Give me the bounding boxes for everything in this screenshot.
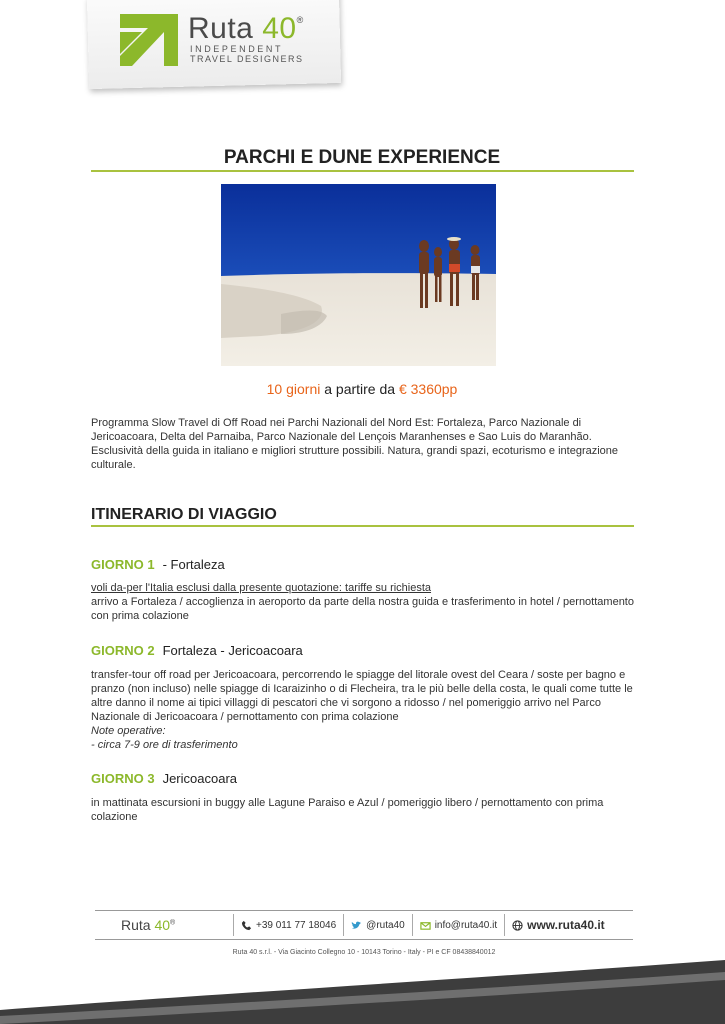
logo-tagline-1: INDEPENDENT	[190, 44, 284, 54]
footer-twitter[interactable]: @ruta40	[344, 920, 412, 931]
footer-email[interactable]: info@ruta40.it	[413, 920, 504, 931]
note-title: Note operative:	[91, 725, 166, 737]
mail-icon	[420, 920, 431, 931]
note-text: - circa 7-9 ore di trasferimento	[91, 739, 238, 751]
day-3-heading: GIORNO 3 Jericoacoara	[91, 771, 238, 786]
footer-rule-bottom	[95, 939, 633, 940]
itinerary-heading: ITINERARIO DI VIAGGIO	[91, 506, 277, 523]
ruta40-logo-mark-icon	[118, 10, 180, 72]
footer-phone[interactable]: +39 011 77 18046	[234, 920, 343, 931]
twitter-icon	[351, 920, 362, 931]
footer-rule-top	[95, 910, 633, 911]
footer-website[interactable]: www.ruta40.it	[505, 918, 612, 932]
footer-brand: Ruta 40®	[121, 917, 176, 933]
price-line: 10 giorni a partire da € 3360pp	[266, 381, 458, 397]
day-1-body: voli da-per l'Italia esclusi dalla presente quotazione: tariffe su richiesta arrivo a Fortaleza / accoglienza in aeroporto da parte della nostra guida e trasferimento in hotel / pernottamento con prima colazione	[91, 582, 634, 622]
intro-paragraph: Programma Slow Travel di Off Road nei Parchi Nazionali del Nord Est: Fortaleza, Parco Nazionale di Jericoacoara, Delta del Parnaiba, Parco Nazionale del Lençois Maranhenses e Sao Luis do Maranhão. Esclusività della guida in italiano e migliori strutture possibili. Natura, grandi spazi, ecoturismo e integrazione culturale.	[91, 417, 619, 471]
phone-icon	[241, 920, 252, 931]
page-title: PARCHI E DUNE EXPERIENCE	[223, 147, 501, 168]
logo-name: Ruta 40®	[188, 12, 304, 45]
dunes-photo	[221, 184, 496, 366]
footer-swoosh	[0, 950, 725, 1024]
flights-note: voli da-per l'Italia esclusi dalla presente quotazione: tariffe su richiesta	[91, 582, 432, 594]
logo-tagline-2: TRAVEL DESIGNERS	[190, 54, 304, 64]
day-1-heading: GIORNO 1 - Fortaleza	[91, 557, 225, 572]
footer-bar	[95, 913, 633, 937]
day-3-body: in mattinata escursioni in buggy alle Lagune Paraiso e Azul / pomeriggio libero / pernottamento con prima colazione	[91, 797, 604, 823]
day-2-body: transfer-tour off road per Jericoacoara, percorrendo le spiagge del litorale ovest del Ceara / soste per bagno e pranzo (non incluso) nelle spiagge di Icaraizinho o di Flecheira, tra le più belle della costa, le quali come tutte le altre danno il nome ai tipici villaggi di pescatori che vi sorgono a ridosso / nel pomeriggio arrivo nel Parco Nazionale di Jericoacoara / pernottamento con prima colazione Note operative: - circa 7-9 ore di trasferimento	[91, 669, 633, 751]
title-divider	[91, 170, 634, 172]
day-2-heading: GIORNO 2 Fortaleza - Jericoacoara	[91, 643, 303, 658]
globe-icon	[512, 920, 523, 931]
itinerary-divider	[91, 525, 634, 527]
footer-legal: Ruta 40 s.r.l. - Via Giacinto Collegno 10 - 10143 Torino - Italy - PI e CF 08438840012	[232, 949, 496, 956]
